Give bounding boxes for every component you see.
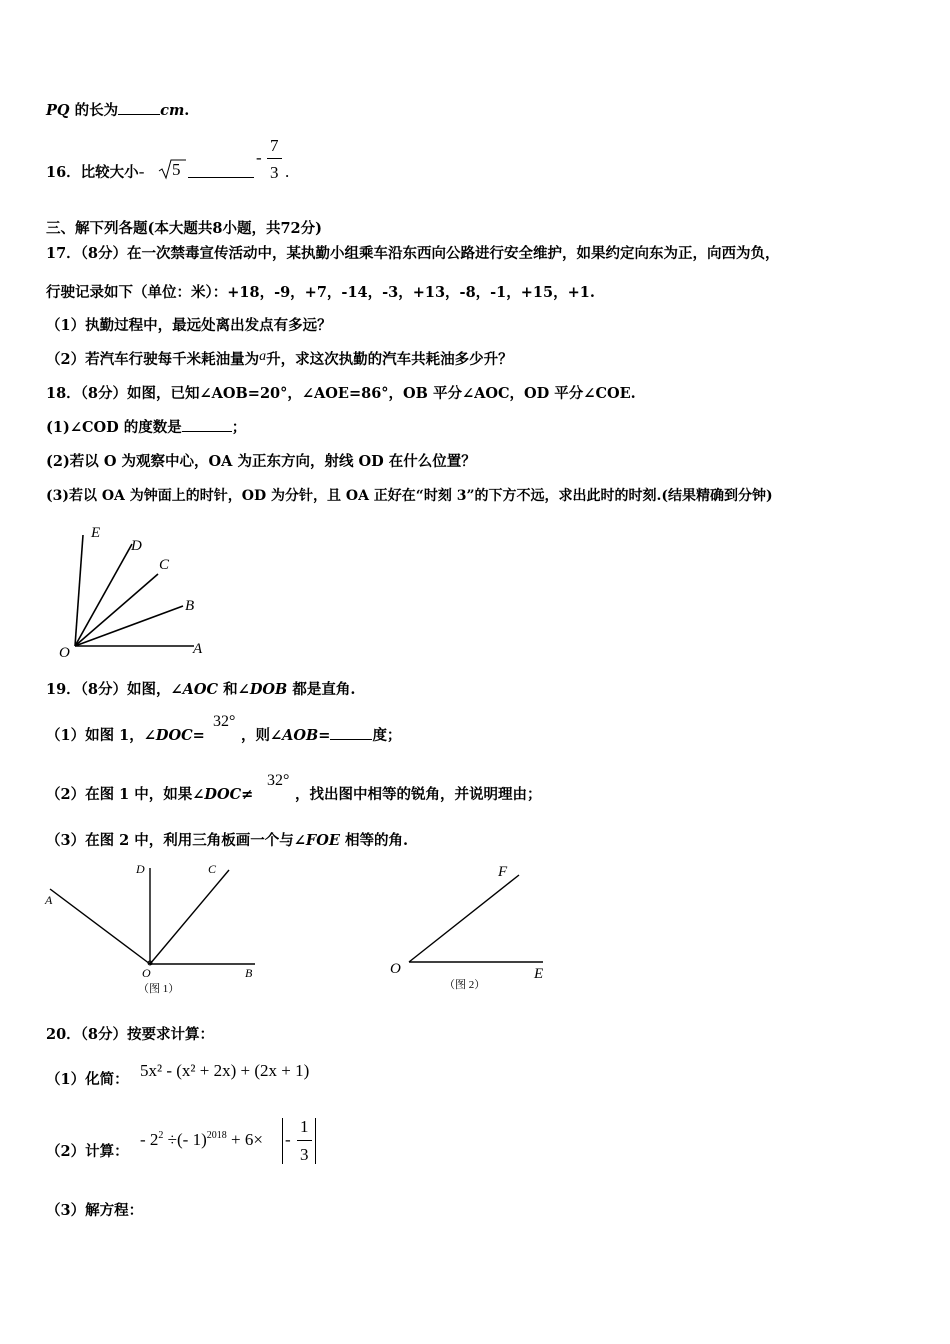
q19-part2-cont: ，找出图中相等的锐角，并说明理由； <box>295 786 542 803</box>
point-label-c: C <box>208 862 217 876</box>
q19-part2: （2）在图 1 中，如果∠DOC≠ <box>46 786 254 803</box>
q20-expression-1: 5x² - (x² + 2x) + (2x + 1) <box>140 1061 310 1080</box>
figure-2-caption: （图 2） <box>444 979 486 991</box>
q19-line1: 19．（8分）如图，∠AOC 和∠DOB 都是直角. <box>46 681 356 698</box>
answer-blank[interactable] <box>188 162 254 178</box>
point-label-o: O <box>142 966 151 980</box>
degree-value: 32° <box>213 713 236 730</box>
answer-blank[interactable] <box>182 431 232 432</box>
point-label-a: A <box>45 893 53 907</box>
abs-minus: - <box>285 1130 291 1149</box>
point-label-e: E <box>91 525 101 541</box>
q20-expression-2: - $2^2$ ÷(- 1)$^{2018}$ + 6× <box>140 1130 263 1149</box>
point-label-d: D <box>131 538 142 554</box>
fraction-numerator: 7 <box>270 136 279 155</box>
figure-1 <box>40 860 270 980</box>
q15-tail: PQ 的长为 cm. <box>46 102 190 119</box>
sqrt-radicand: 5 <box>172 160 181 179</box>
q20-part3: （3）解方程： <box>46 1202 144 1219</box>
pq-label: PQ <box>46 102 70 119</box>
fraction-denominator: 3 <box>270 163 279 182</box>
q20-title: 20．（8分）按要求计算： <box>46 1026 215 1043</box>
answer-blank[interactable] <box>330 739 372 740</box>
figure-1-caption: （图 1） <box>138 983 180 995</box>
q19-part1-cont: ，则∠AOB= 度； <box>241 727 402 744</box>
q16-text: 16．比较大小- <box>46 162 145 181</box>
section-heading: 三、解下列各题(本大题共8小题，共72分) <box>46 220 322 237</box>
degree-value: 32° <box>267 772 290 789</box>
q18-part1: (1)∠COD 的度数是 ； <box>46 419 247 436</box>
point-label-e: E <box>534 966 544 982</box>
point-label-o: O <box>390 961 401 977</box>
q20-part2: （2）计算： <box>46 1143 129 1160</box>
q20-part1: （1）化简： <box>46 1071 129 1088</box>
fraction-denominator: 3 <box>300 1145 309 1164</box>
point-label-b: B <box>245 966 253 980</box>
point-label-o: O <box>59 645 70 661</box>
q17-part2: （2）若汽车行驶每千米耗油量为a升，求这次执勤的汽车共耗油多少升？ <box>46 349 513 368</box>
figure-2 <box>400 866 550 966</box>
abs-bar-left <box>282 1118 283 1164</box>
point-label-d: D <box>136 862 145 876</box>
answer-blank[interactable] <box>118 114 160 115</box>
point-label-c: C <box>159 557 170 573</box>
q17-line1: 17．（8分）在一次禁毒宣传活动中，某执勤小组乘车沿东西向公路进行安全维护，如果约定向东为正，向西为负， <box>46 245 780 262</box>
fraction-numerator: 1 <box>300 1117 309 1136</box>
q18-line1: 18．（8分）如图，已知∠AOB=20°，∠AOE=86°，OB 平分∠AOC，OD 平分∠COE. <box>46 385 636 402</box>
q19-part1: （1）如图 1，∠DOC= <box>46 727 205 744</box>
q18-part3: (3)若以 OA 为钟面上的时针，OD 为分针，且 OA 正好在“时刻 3”的下方不远，求出此时的时刻.(结果精确到分钟) <box>46 488 773 504</box>
point-label-a: A <box>193 641 203 657</box>
exam-page: PQ 的长为 cm. 16．比较大小- 5 - 7 3 . 三、解下列各题(本大题共8小题，共72分) 17．（8分）在一次禁毒宣传活动中，某执勤小组乘车沿东西向公路进行安全维护，如果约定向东为正，向西为负， 行驶记录如下（单位：米）：+18，-9，+7，-14，-3，+13，-8，-1，+15，+1. （1）执勤过程中，最远处离出发点有多远？ （2）若汽车行驶每千米耗油量为a升，求这次执勤的汽车共耗油多少升？ 18．（8分）如图，已知∠AOB=20°，∠AOE=86°，OB 平分∠AOC，OD 平分∠COE. (1)∠COD 的度数是 ； (2)若以 O 为观察中心，OA 为正东方向，射线 OD 在什么位置？ (3)若以 OA 为钟面上的时针，OD 为分针，且 OA 正好在“时刻 3”的下方不远，求出此时的时刻.(结果精确到分钟) E D C B O A 19．（8分）如图，∠AOC 和∠DOB 都是直角. （1）如图 1，∠DOC= 32° ，则∠AOB= 度； （2）在图 1 中，如果∠DOC≠ 32° ，找出图中相等的锐角，并说明理由； （3）在图 2 中，利用三角板画一个与∠FOE 相等的角. A D C O B （图 1） F O E （图 2） 20．（8分）按要求计算： （1）化简： 5x² - (x² + 2x) + (2x + 1) （2）计算： - $2^2$ ÷(- 1)$^{2018}$ + 6× - 1 3 （3）解方程： <box>0 0 950 1344</box>
minus-sign: - <box>256 148 262 167</box>
q17-part1: （1）执勤过程中，最远处离出发点有多远？ <box>46 317 332 334</box>
point-label-b: B <box>185 598 195 614</box>
q17-line2: 行驶记录如下（单位：米）：+18，-9，+7，-14，-3，+13，-8，-1，+15，+1. <box>46 284 595 301</box>
q18-part2: (2)若以 O 为观察中心，OA 为正东方向，射线 OD 在什么位置？ <box>46 453 476 470</box>
abs-bar-right <box>315 1118 316 1164</box>
q19-part3: （3）在图 2 中，利用三角板画一个与∠FOE 相等的角. <box>46 832 409 849</box>
fraction-bar <box>267 158 282 159</box>
point-label-f: F <box>498 864 508 880</box>
fraction-bar <box>297 1140 312 1141</box>
